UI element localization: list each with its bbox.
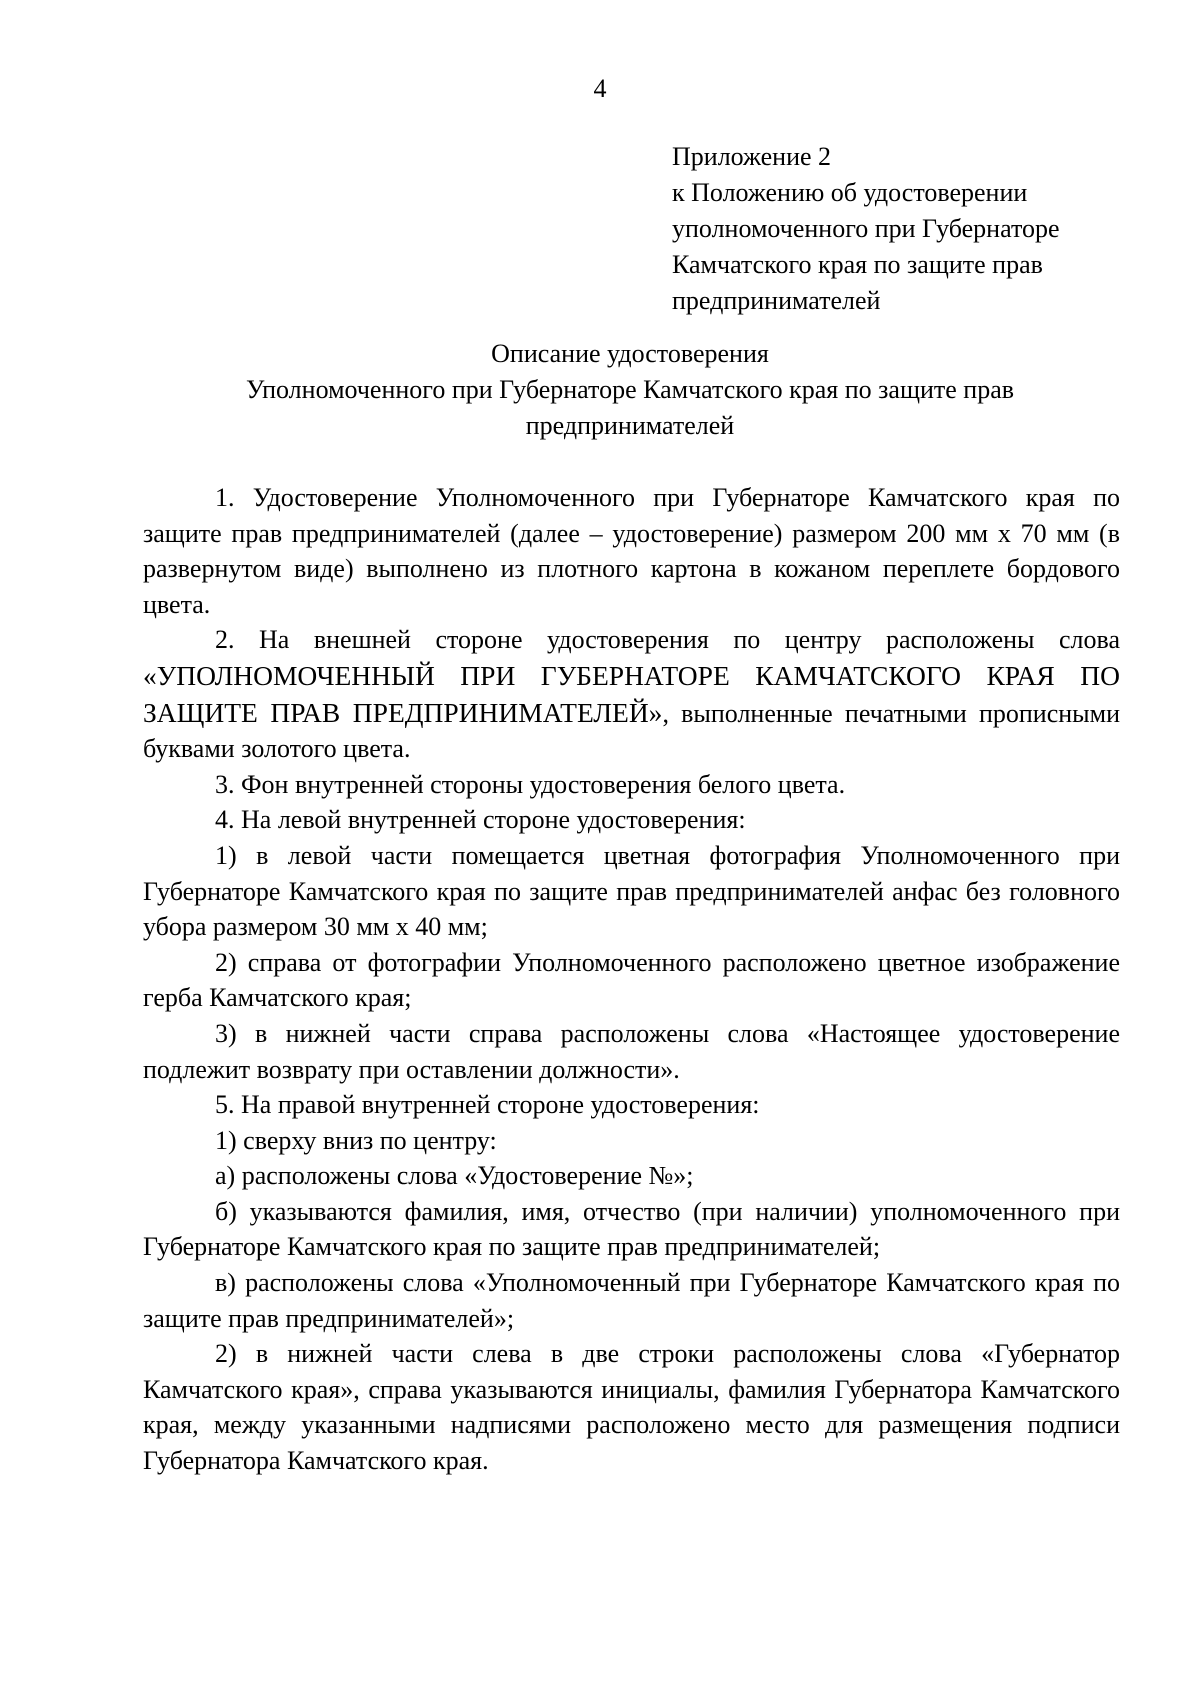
paragraph-5-1-a: а) расположены слова «Удостоверение №»; <box>215 1161 694 1191</box>
document-body <box>143 480 1120 1479</box>
title-line: Уполномоченного при Губернаторе Камчатского края по защите прав <box>245 375 1015 404</box>
paragraph-2-end: , выполненные печатными прописными буквами золотого цвета. <box>143 698 1120 764</box>
paragraph-3: 3. Фон внутренней стороны удостоверения белого цвета. <box>215 769 846 799</box>
paragraph-2-start: 2. На внешней стороне удостоверения по центру расположены слова <box>215 625 1120 655</box>
document-title <box>140 336 1120 444</box>
appendix-header <box>672 139 1172 319</box>
appendix-line: предпринимателей <box>672 286 881 315</box>
title-line: Описание удостоверения <box>491 339 769 368</box>
paragraph-5-2: 2) в нижней части слева в две строки расположены слова «Губернатор Камчатского края», справа указываются инициалы, фамилия Губернатора Камчатского края, между указанными надписями расположено место для размещения подписи Губернатора Камчатского края. <box>143 1339 1120 1476</box>
appendix-line: уполномоченного при Губернаторе <box>672 214 1060 243</box>
paragraph-4-3: 3) в нижней части справа расположены слова «Настоящее удостоверение подлежит возврату при оставлении должности». <box>143 1018 1120 1084</box>
paragraph-4-2: 2) справа от фотографии Уполномоченного расположено цветное изображение герба Камчатского края; <box>143 947 1120 1013</box>
paragraph-5: 5. На правой внутренней стороне удостоверения: <box>215 1090 760 1120</box>
appendix-line: Камчатского края по защите прав <box>672 250 1043 279</box>
title-line: предпринимателей <box>525 411 735 440</box>
paragraph-4: 4. На левой внутренней стороне удостоверения: <box>215 805 746 835</box>
paragraph-5-1-b: б) указываются фамилия, имя, отчество (при наличии) уполномоченного при Губернаторе Камчатского края по защите прав предпринимателей; <box>143 1196 1120 1262</box>
appendix-line: к Положению об удостоверении <box>672 178 1028 207</box>
page-number: 4 <box>593 74 607 103</box>
paragraph-5-1-c: в) расположены слова «Уполномоченный при Губернаторе Камчатского края по защите прав предпринимателей»; <box>143 1268 1120 1333</box>
paragraph-2 <box>143 622 1120 766</box>
paragraph-1: 1. Удостоверение Уполномоченного при Губернаторе Камчатского края по защите прав предпринимателей (далее – удостоверение) размером 200 мм х 70 мм (в развернутом виде) выполнено из плотного картона в кожаном переплете бордового цвета. <box>143 483 1120 619</box>
paragraph-2-caps: «УПОЛНОМОЧЕННЫЙ ПРИ ГУБЕРНАТОРЕ КАМЧАТСКОГО КРАЯ ПО ЗАЩИТЕ ПРАВ ПРЕДПРИНИМАТЕЛЕЙ» <box>143 659 1120 728</box>
paragraph-4-1: 1) в левой части помещается цветная фотография Уполномоченного при Губернаторе Камчатского края по защите прав предпринимателей анфас без головного убора размером 30 мм х 40 мм; <box>143 840 1120 942</box>
paragraph-5-1: 1) сверху вниз по центру: <box>215 1125 497 1155</box>
appendix-line: Приложение 2 <box>672 142 832 171</box>
